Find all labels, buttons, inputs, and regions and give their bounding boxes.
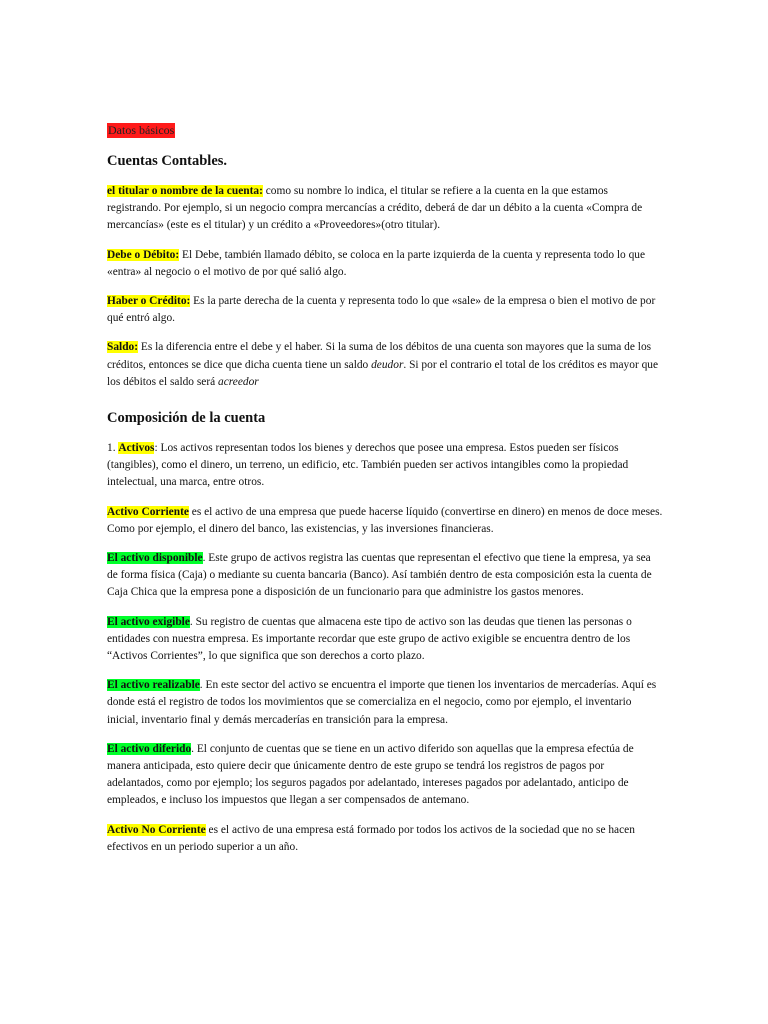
paragraph-activo-diferido — [107, 741, 663, 810]
text-activo-exigible: . Su registro de cuentas que almacena este tipo de activo son las deudas que tienen las personas o entidades con nuestra empresa. Es importante recordar que este grupo de activo exigible se encuentra dentro de los “Activos Corrientes”, lo que significa que son derechos a corto plazo. — [107, 615, 632, 663]
term-activo-no-corriente: Activo No Corriente — [107, 823, 206, 836]
paragraph-activo-realizable — [107, 677, 663, 729]
paragraph-saldo — [107, 339, 663, 391]
text-activos: : Los activos representan todos los bienes y derechos que posee una empresa. Estos pueden ser físicos (tangibles), como el dinero, un terreno, un edificio, etc. También pueden ser activos intangibles como la propiedad intelectual, una marca, entre otros. — [107, 442, 629, 489]
paragraph-haber — [107, 293, 663, 327]
term-activo-diferido: El activo diferido — [107, 742, 192, 755]
paragraph-activo-exigible — [107, 614, 663, 666]
term-activos: Activos — [118, 442, 155, 455]
text-saldo-1: Es la diferencia entre el debe y el haber. Si la suma de los débitos de una cuenta son mayores que la suma de los créditos, entonces se dice que dicha cuenta tiene un saldo — [107, 341, 652, 371]
term-activo-exigible: El activo exigible — [107, 615, 190, 628]
term-activo-disponible: El activo disponible — [107, 552, 203, 565]
text-activo-corriente: es el activo de una empresa que puede hacerse líquido (convertirse en dinero) en menos de doce meses. Como por ejemplo, el dinero del banco, las existencias, y las inversiones financieras. — [107, 505, 663, 535]
heading-cuentas-contables: Cuentas Contables. — [107, 153, 228, 169]
em-deudor: deudor — [371, 358, 404, 371]
paragraph-debe — [107, 247, 663, 281]
text-debe: El Debe, también llamado débito, se coloca en la parte izquierda de la cuenta y representa todo lo que «entra» al negocio o el motivo de por qué salió algo. — [107, 248, 646, 278]
term-activo-corriente: Activo Corriente — [107, 505, 189, 518]
paragraph-activo-corriente — [107, 504, 663, 538]
paragraph-titular — [107, 183, 663, 235]
text-activo-no-corriente: es el activo de una empresa está formado por todos los activos de la sociedad que no se hacen efectivos en un periodo superior a un año. — [107, 823, 635, 853]
text-haber: Es la parte derecha de la cuenta y representa todo lo que «sale» de la empresa o bien el motivo de por qué entró algo. — [107, 295, 656, 325]
term-titular: el titular o nombre de la cuenta: — [107, 185, 263, 197]
paragraph-activo-no-corriente — [107, 822, 663, 856]
text-saldo-2: . Si por el contrario el total de los créditos es mayor que los débitos el saldo será — [107, 358, 659, 388]
top-label-highlight: Datos básicos — [108, 123, 175, 137]
text-activo-diferido: . El conjunto de cuentas que se tiene en un activo diferido son aquellas que la empresa efectúa de manera anticipada, esto quiere decir que únicamente dentro de este grupo se tendrá los registros de pagos por adelantados, como por ejemplo; los seguros pagados por adelantado, intereses pagados por adelantado, anticipo de empleados, e incluso los impuestos que llegan a ser compensados de antemano. — [107, 742, 634, 807]
term-haber: Haber o Crédito: — [107, 295, 191, 308]
term-activo-realizable: El activo realizable — [107, 679, 200, 692]
text-activo-disponible: . Este grupo de activos registra las cuentas que representan el efectivo que tiene la empresa, ya sea de forma física (Caja) o mediante su cuenta bancaria (Banco). Así también dentro de esta composición esta la cuenta de Caja Chica que la empresa pone a disposición de un funcionario para que administre los gastos menores. — [107, 552, 652, 599]
paragraph-activo-disponible — [107, 550, 663, 602]
activos-prefix: 1. — [107, 442, 119, 455]
paragraph-activos — [107, 440, 663, 492]
heading-composicion: Composición de la cuenta — [107, 410, 266, 427]
document-body — [107, 123, 663, 868]
em-acreedor: acreedor — [218, 375, 259, 388]
term-saldo: Saldo: — [107, 341, 139, 354]
term-debe: Debe o Débito: — [107, 248, 180, 261]
text-activo-realizable: . En este sector del activo se encuentra el importe que tienen los inventarios de mercaderías. Aquí es donde está el registro de todos los movimientos que se comercializa en el negocio, como por ejemplo, el inventario inicial, inventario final y demás mercaderías en transición para la empresa. — [107, 679, 657, 726]
text-titular: como su nombre lo indica, el titular se refiere a la cuenta en la que estamos registrando. Por ejemplo, si un negocio compra mercancías a crédito, deberá de dar un débito a la cuenta «Compra de mercancías» (este es el titular) y un crédito a «Proveedores»(otro titular). — [107, 185, 643, 232]
